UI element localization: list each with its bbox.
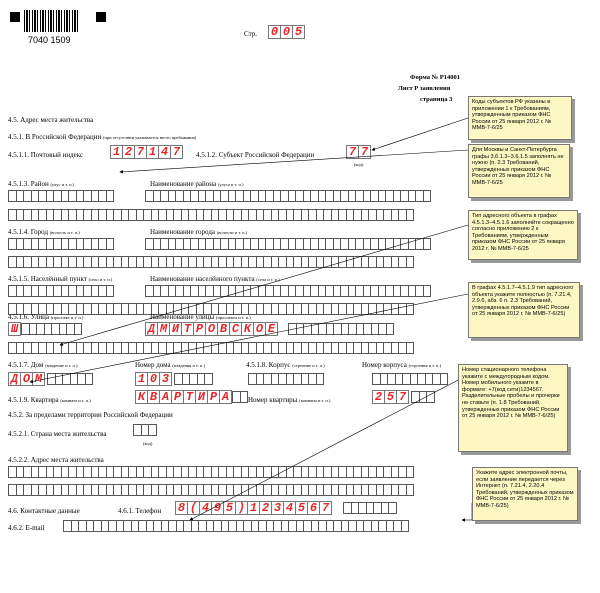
filled-cell: 4 xyxy=(199,501,212,515)
filled-cell: М xyxy=(157,322,170,336)
filled-cell: Т xyxy=(183,390,196,404)
filled-cell: О xyxy=(253,322,266,336)
filled-cell: 0 xyxy=(280,25,293,39)
note-address-type-full: В графах 4.5.1.7–4.5.1.9 тип адресного объекта укажите полностью (п. 7.21.4, 2.9.6, абз. 6 п. 2.3 Требований, утвержденных приказом ФНС России от 25 января 2012 г. № ММВ-7-6/25) xyxy=(468,282,580,338)
street-name-label: Наименование улицы (проспекта и т. п.) xyxy=(150,313,251,321)
region-label: 4.5.1.2. Субъект Российской Федерации xyxy=(196,151,315,159)
filled-cell: К xyxy=(241,322,254,336)
district-name-label: Наименование района (улуса и т. п.) xyxy=(150,180,244,188)
city-label: 4.5.1.4. Город (волость и т. п.) xyxy=(8,228,80,236)
filled-cell: 4 xyxy=(283,501,296,515)
filled-cell: 5 xyxy=(295,501,308,515)
district-label: 4.5.1.3. Район (улус и т. п.) xyxy=(8,180,75,188)
filled-cell: 6 xyxy=(307,501,320,515)
filled-cell: 7 xyxy=(134,145,147,159)
form-title: Форма № Р14001 xyxy=(410,74,460,81)
filled-cell: 7 xyxy=(358,145,371,159)
country-label: 4.5.2.1. Страна места жительства xyxy=(8,430,107,438)
filled-cell: Р xyxy=(193,322,206,336)
building-number-label: Номер корпуса (строения и т. п.) xyxy=(362,361,442,369)
filled-cell: 1 xyxy=(110,145,123,159)
filled-cell: 8 xyxy=(175,501,188,515)
contacts-label: 4.6. Контактные данные xyxy=(8,507,80,515)
house-label: 4.5.1.7. Дом (владение и т. п.) xyxy=(8,361,78,369)
section-4-5-1: 4.5.1. В Российской Федерации (при отсутствии указывается место пребывания) xyxy=(8,133,197,141)
filled-cell: 2 xyxy=(259,501,272,515)
filled-cell: 4 xyxy=(158,145,171,159)
filled-cell: И xyxy=(169,322,182,336)
filled-cell: 1 xyxy=(146,145,159,159)
filled-cell: А xyxy=(159,390,172,404)
filled-cell: 7 xyxy=(319,501,332,515)
flat-number-label: Номер квартиры (комнаты и т. п.) xyxy=(248,396,331,404)
filled-cell: Ш xyxy=(8,322,21,336)
section-4-5: 4.5. Адрес места жительства xyxy=(8,116,94,124)
region-code-caption: (код) xyxy=(354,162,364,167)
filled-cell: 5 xyxy=(223,501,236,515)
sheet-label: Лист Р заявления xyxy=(398,85,451,92)
note-region-codes: Коды субъектов РФ указаны в приложении 1 к Требованиям, утвержденным приказом ФНС России от 25 января 2012 г. № ММВ-7-6/25 xyxy=(468,96,572,140)
email-label: 4.6.2. E-mail xyxy=(8,524,45,532)
note-phone: Номер стационарного телефона укажите с междугородным кодом. Номер мобильного укажите в формате: +7(код сети)1234567. Разделительные пробелы и прочерки не ставьте (п. 1.8 Требований, утвержденных приказом ФНС России от 25 января 2012 г. № ММВ-7-6/25) xyxy=(458,364,568,452)
barcode-number: 7040 1509 xyxy=(28,35,71,45)
note-address-type-short: Тип адресного объекта в графах 4.5.1.3–4.5.1.6 заполняйте сокращенно согласно приложению 2 к Требованиям, утвержденным приказом ФНС России от 25 января 2012 г. № ММВ-7-6/25 xyxy=(468,210,578,260)
filled-cell: В xyxy=(217,322,230,336)
building-label: 4.5.1.8. Корпус (строение и т. п.) xyxy=(246,361,325,369)
filled-cell: Д xyxy=(145,322,158,336)
filled-cell: А xyxy=(219,390,232,404)
filled-cell: 5 xyxy=(384,390,397,404)
filled-cell: 0 xyxy=(147,372,160,386)
street-label: 4.5.1.6. Улица (проспект и т. п.) xyxy=(8,313,84,321)
filled-cell: 2 xyxy=(372,390,385,404)
filled-cell: Е xyxy=(265,322,278,336)
settlement-name-label: Наименование населённого пункта (села и т. п.) xyxy=(150,275,280,283)
filled-cell: Д xyxy=(8,372,21,386)
filled-cell: 2 xyxy=(122,145,135,159)
note-email: Укажите адрес электронной почты, если заявление передается через Интернет (п. 7.21.4, 2.20.4 Требований, утвержденных приказом ФНС России от 25 января 2012 г. № ММВ-7-6/25) xyxy=(472,467,578,521)
settlement-label: 4.5.1.5. Населённый пункт (село и т. п.) xyxy=(8,275,113,283)
filled-cell: 3 xyxy=(271,501,284,515)
page-subtitle: страница 3 xyxy=(420,96,453,103)
city-name-label: Наименование города (волости и т. п.) xyxy=(150,228,248,236)
flat-label: 4.5.1.9. Квартира (комната и т. п.) xyxy=(8,396,91,404)
filled-cell: В xyxy=(147,390,160,404)
filled-cell: 7 xyxy=(396,390,409,404)
filled-cell: О xyxy=(20,372,33,386)
country-code-caption: (код) xyxy=(143,441,153,446)
filled-cell: М xyxy=(32,372,45,386)
filled-cell: С xyxy=(229,322,242,336)
postal-code-label: 4.5.1.1. Почтовый индекс xyxy=(8,151,84,159)
filled-cell: Т xyxy=(181,322,194,336)
filled-cell: Р xyxy=(207,390,220,404)
page-label: Стр. xyxy=(244,30,257,38)
filled-cell: ( xyxy=(187,501,200,515)
note-moscow: Для Москвы и Санкт-Петербурга графы 3.6.1.3–3.6.1.5 заполнять не нужно (п. 2.3 Требований, утвержденных приказом ФНС России от 25 января 2012 г. № ММВ-7-6/25 xyxy=(468,144,570,198)
filled-cell: 5 xyxy=(292,25,305,39)
filled-cell: И xyxy=(195,390,208,404)
foreign-address-label: 4.5.2.2. Адрес места жительства xyxy=(8,456,104,464)
filled-cell: Р xyxy=(171,390,184,404)
filled-cell: 7 xyxy=(170,145,183,159)
section-4-5-2: 4.5.2. За пределами территории Российской Федерации xyxy=(8,411,173,419)
filled-cell: 1 xyxy=(135,372,148,386)
house-number-label: Номер дома (владения и т. п.) xyxy=(135,361,205,369)
filled-cell: 3 xyxy=(159,372,172,386)
filled-cell: 7 xyxy=(346,145,359,159)
phone-label: 4.6.1. Телефон xyxy=(118,507,162,515)
filled-cell: ) xyxy=(235,501,248,515)
filled-cell: О xyxy=(205,322,218,336)
filled-cell: 1 xyxy=(247,501,260,515)
filled-cell: 9 xyxy=(211,501,224,515)
filled-cell: К xyxy=(135,390,148,404)
filled-cell: 0 xyxy=(268,25,281,39)
